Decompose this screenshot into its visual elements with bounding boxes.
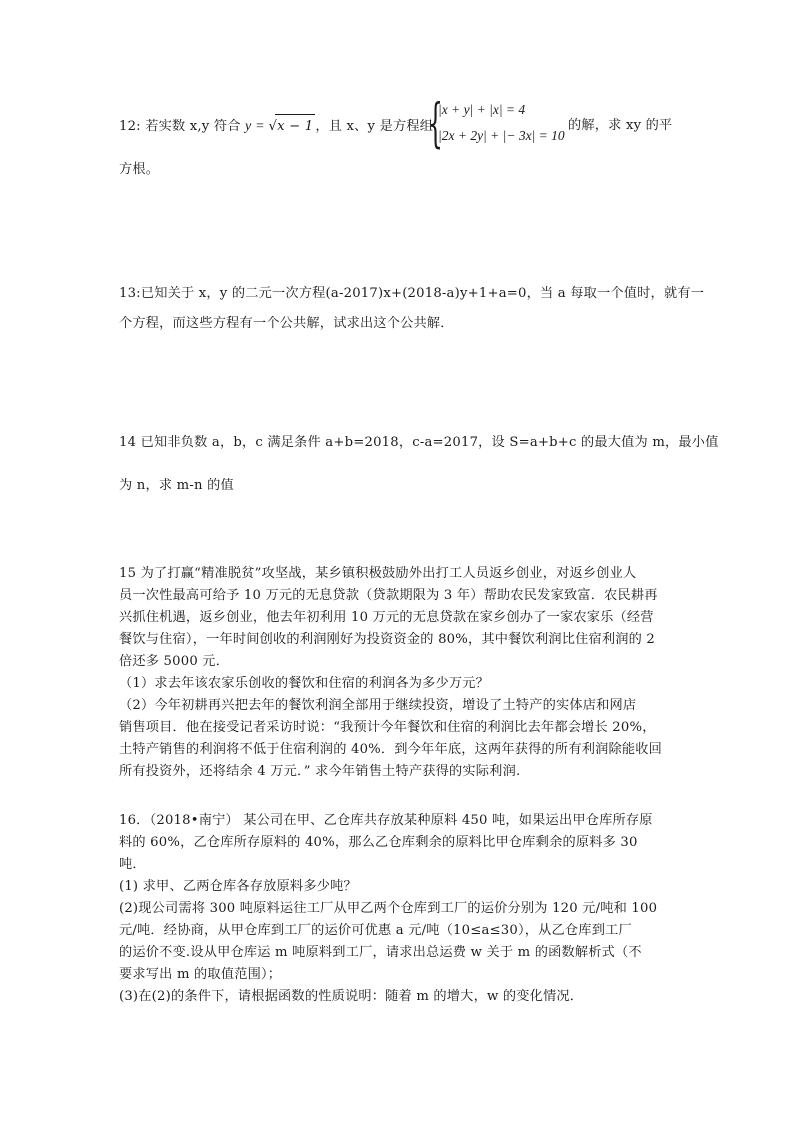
question-16-line: (3)在(2)的条件下，请根据函数的性质说明：随着 m 的增大，w 的变化情况． (119, 989, 584, 1004)
question-12-line-2: 方根。 (119, 162, 160, 177)
question-13-line-2: 个方程，而这些方程有一个公共解，试求出这个公共解． (119, 316, 454, 331)
question-14-line-1: 14 已知非负数 a，b，c 满足条件 a+b=2018，c-a=2017，设 S=a+b+c 的最大值为 m，最小值 (119, 435, 719, 450)
q12-sqrt-arg: x − 1 (275, 114, 315, 139)
equation-system (428, 94, 568, 154)
question-16-line: 的运价不变.设从甲仓库运 m 吨原料到工厂，请求出总运费 w 关于 m 的函数解析式（不 (119, 945, 642, 960)
question-16-line: (1) 求甲、乙两仓库各存放原料多少吨？ (119, 879, 357, 894)
question-15-line: 销售项目．他在接受记者采访时说：“我预计今年餐饮和住宿的利润比去年都会增长 20%， (119, 720, 656, 735)
question-15-line: 倍还多 5000 元． (119, 654, 230, 669)
question-15-line: （1）求去年该农家乐创收的餐饮和住宿的利润各为多少万元？ (119, 676, 490, 691)
q12-y-eq: y = (245, 119, 269, 134)
question-15-line: 兴抓住机遇，返乡创业，他去年初利用 10 万元的无息贷款在家乡创办了一家农家乐（经营 (119, 610, 654, 625)
question-15-line: 所有投资外，还将结余 4 万元．” 求今年销售土特产获得的实际利润. (119, 764, 521, 779)
question-15-line: 土特产销售的利润将不低于住宿利润的 40%．到今年年底，这两年获得的所有利润除能收回 (119, 742, 663, 757)
question-16-line: 元/吨．经协商，从甲仓库到工厂的运价可优惠 a 元/吨（10≤a≤30），从乙仓库到工厂 (119, 923, 632, 938)
question-15-line: 员一次性最高可给予 10 万元的无息贷款（贷款期限为 3 年）帮助农民发家致富．农民耕再 (119, 588, 658, 603)
question-15-line: 15 为了打赢“精准脱贫”攻坚战，某乡镇积极鼓励外出打工人员返乡创业，对返乡创业人 (119, 566, 637, 581)
sqrt-symbol: √ (268, 119, 278, 134)
question-16-line: 16．（2018•南宁） 某公司在甲、乙仓库共存放某种原料 450 吨，如果运出甲仓库所存原 (119, 813, 653, 828)
q12-after: 的解，求 xy 的平 (568, 118, 673, 133)
equation-2: |2x + 2y| + |− 3x| = 10 (438, 128, 565, 143)
brace-icon: { (428, 94, 443, 154)
q12-mid: ，且 x、y 是方程组 (315, 119, 434, 134)
question-16-line: (2)现公司需将 300 吨原料运往工厂从甲乙两个仓库到工厂的运价分别为 120 元/吨和 100 (119, 901, 658, 916)
q12-before: 12: 若实数 x,y 符合 (119, 119, 246, 134)
equation-1: |x + y| + |x| = 4 (438, 102, 526, 117)
question-14-line-2: 为 n，求 m-n 的值 (119, 478, 234, 493)
question-13-line-1: 13:已知关于 x，y 的二元一次方程(a-2017)x+(2018-a)y+1+a=0，当 a 每取一个值时，就有一 (119, 286, 705, 301)
question-15-line: （2）今年初耕再兴把去年的餐饮利润全部用于继续投资，增设了土特产的实体店和网店 (119, 698, 637, 713)
question-15-line: 餐饮与住宿），一年时间创收的利润刚好为投资资金的 80%，其中餐饮利润比住宿利润的 2 (119, 632, 656, 647)
question-16-line: 吨． (119, 857, 146, 872)
question-16-line: 要求写出 m 的取值范围）； (119, 967, 282, 982)
question-16-line: 料的 60%，乙仓库所存原料的 40%，那么乙仓库剩余的原料比甲仓库剩余的原料多 30 (119, 835, 638, 850)
